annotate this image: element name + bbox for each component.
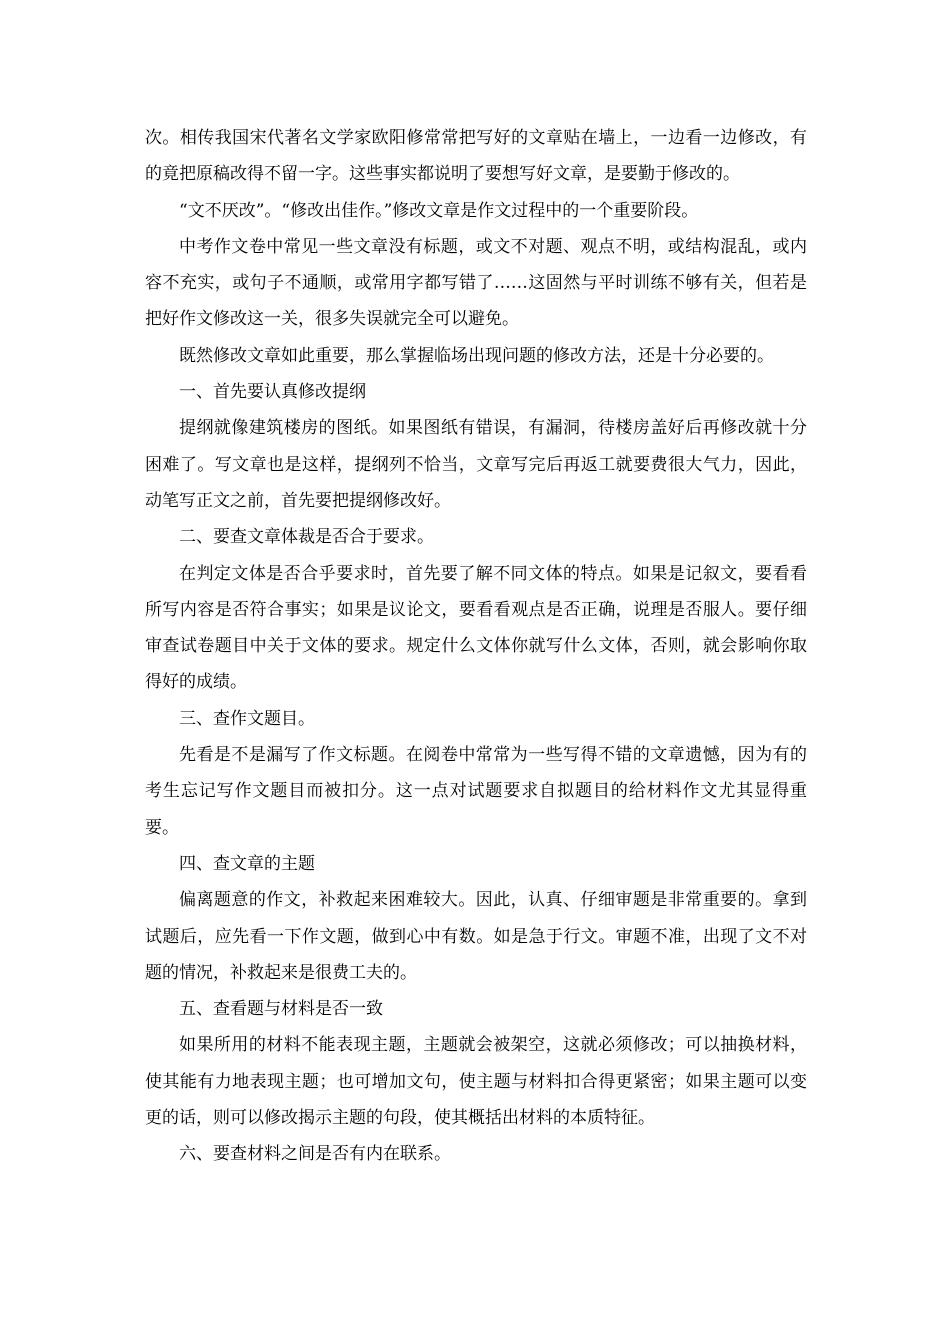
paragraph: 在判定文体是否合乎要求时，首先要了解不同文体的特点。如果是记叙文，要看看所写内容是否符合事实；如果是议论文，要看看观点是否正确，说理是否服人。要仔细审查试卷题目中关于文体的要求。规定什么文体你就写什么文体，否则，就会影响你取得好的成绩。 (145, 563, 807, 693)
paragraph: “文不厌改”。“修改出佳作。”修改文章是作文过程中的一个重要阶段。 (179, 200, 699, 221)
section-heading: 一、首先要认真修改提纲 (179, 382, 366, 403)
paragraph: 如果所用的材料不能表现主题，主题就会被架空，这就必须修改；可以抽换材料，使其能有力地表现主题；也可增加文句，使主题与材料扣合得更紧密；如果主题可以变更的话，则可以修改揭示主题的句段，使其概括出材料的本质特征。 (145, 1035, 807, 1129)
paragraph: 中考作文卷中常见一些文章没有标题，或文不对题、观点不明，或结构混乱，或内容不充实，或句子不通顺，或常用字都写错了……这固然与平时训练不够有关，但若是把好作文修改这一关，很多失误就完全可以避免。 (145, 236, 807, 330)
paragraph: 先看是不是漏写了作文标题。在阅卷中常常为一些写得不错的文章遗憾，因为有的考生忘记写作文题目而被扣分。这一点对试题要求自拟题目的给材料作文尤其显得重要。 (145, 745, 807, 838)
paragraph: 既然修改文章如此重要，那么掌握临场出现问题的修改方法，还是十分必要的。 (179, 345, 774, 366)
paragraph: 偏离题意的作文，补救起来困难较大。因此，认真、仔细审题是非常重要的。拿到试题后，应先看一下作文题，做到心中有数。如是急于行文。审题不准，出现了文不对题的情况，补救起来是很费工夫的。 (145, 890, 807, 983)
paragraph: 提纲就像建筑楼房的图纸。如果图纸有错误，有漏洞，待楼房盖好后再修改就十分困难了。写文章也是这样，提纲列不恰当，文章写完后再返工就要费很大气力，因此，动笔写正文之前，首先要把提纲修改好。 (145, 418, 807, 511)
paragraph-continuation: 次。相传我国宋代著名文学家欧阳修常常把写好的文章贴在墙上，一边看一边修改，有的竟把原稿改得不留一字。这些事实都说明了要想写好文章，是要勤于修改的。 (145, 128, 807, 185)
section-heading: 三、查作文题目。 (179, 708, 315, 729)
section-heading: 六、要查材料之间是否有内在联系。 (179, 1144, 451, 1165)
section-heading: 二、要查文章体裁是否合于要求。 (179, 527, 434, 548)
section-heading: 四、查文章的主题 (179, 853, 315, 874)
section-heading: 五、查看题与材料是否一致 (179, 999, 383, 1020)
document-body (145, 120, 807, 1173)
